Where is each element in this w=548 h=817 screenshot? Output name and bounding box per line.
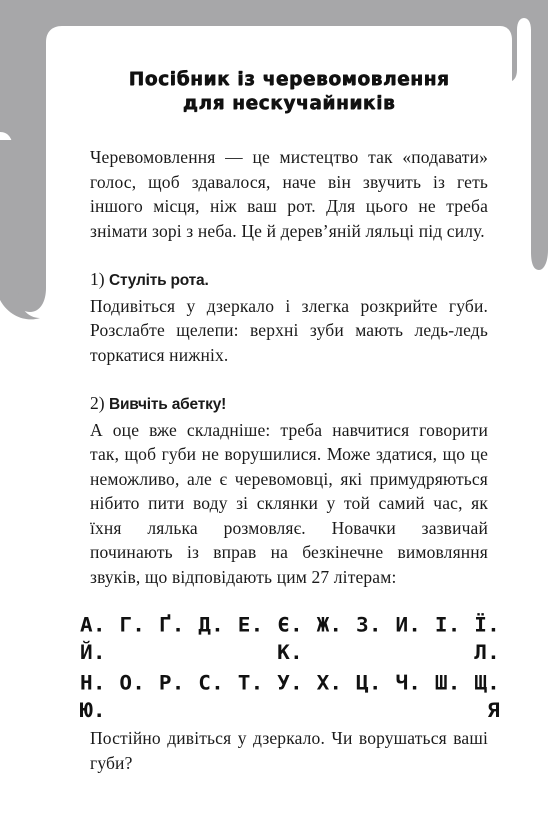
title-line-1: Посібник із черевомовлення xyxy=(128,69,450,90)
drip-right-edge xyxy=(532,0,548,216)
step-1-label: Стуліть рота. xyxy=(108,272,209,289)
step-1-heading xyxy=(90,267,488,294)
alphabet-block xyxy=(80,610,500,726)
step-1-number: 1) xyxy=(90,269,105,289)
step-2-heading xyxy=(90,391,488,418)
step-2 xyxy=(90,391,488,589)
closing-paragraph: Постійно дивіться у дзеркало. Чи ворушаться ваші губи? xyxy=(90,728,488,773)
step-2-number: 2) xyxy=(90,393,105,413)
step-2-label: Вивчіть абетку! xyxy=(108,396,227,413)
step-2-text: А оце вже складніше: треба навчитися говорити так, щоб губи не ворушилися. Може здатися, що це неможливо, але є черевомовці, які примудряються нібито пити воду зі склянки у той самий час, як їхня лялька розмовляє. Новачки зазвичай починають із вправ на безкінечне вимовляння звуків, що відповідають цим 27 літерам: xyxy=(90,419,488,587)
intro-paragraph: Черевомовлення — це мистецтво так «подавати» голос, щоб здавалося, наче він звучить із геть іншого місця, ніж ваш рот. Для цього не треба знімати зорі з неба. Це й дерев’яній ляльці під силу. xyxy=(90,147,488,241)
step-1 xyxy=(90,267,488,367)
alphabet-row-2: Н. О. Р. С. Т. У. Х. Ц. Ч. Ш. Щ. Ю. Я xyxy=(80,671,500,722)
alphabet-row-1: А. Г. Ґ. Д. Е. Є. Ж. З. И. І. Ї. Й. К. Л. xyxy=(80,613,500,664)
step-1-text: Подивіться у дзеркало і злегка розкрийте губи. Розслабте щелепи: верхні зуби мають ледь-ледь торкатися нижніх. xyxy=(90,295,488,365)
page-content xyxy=(80,68,500,775)
title-line-2: для нескучайників xyxy=(182,93,396,114)
page-title xyxy=(90,68,488,116)
